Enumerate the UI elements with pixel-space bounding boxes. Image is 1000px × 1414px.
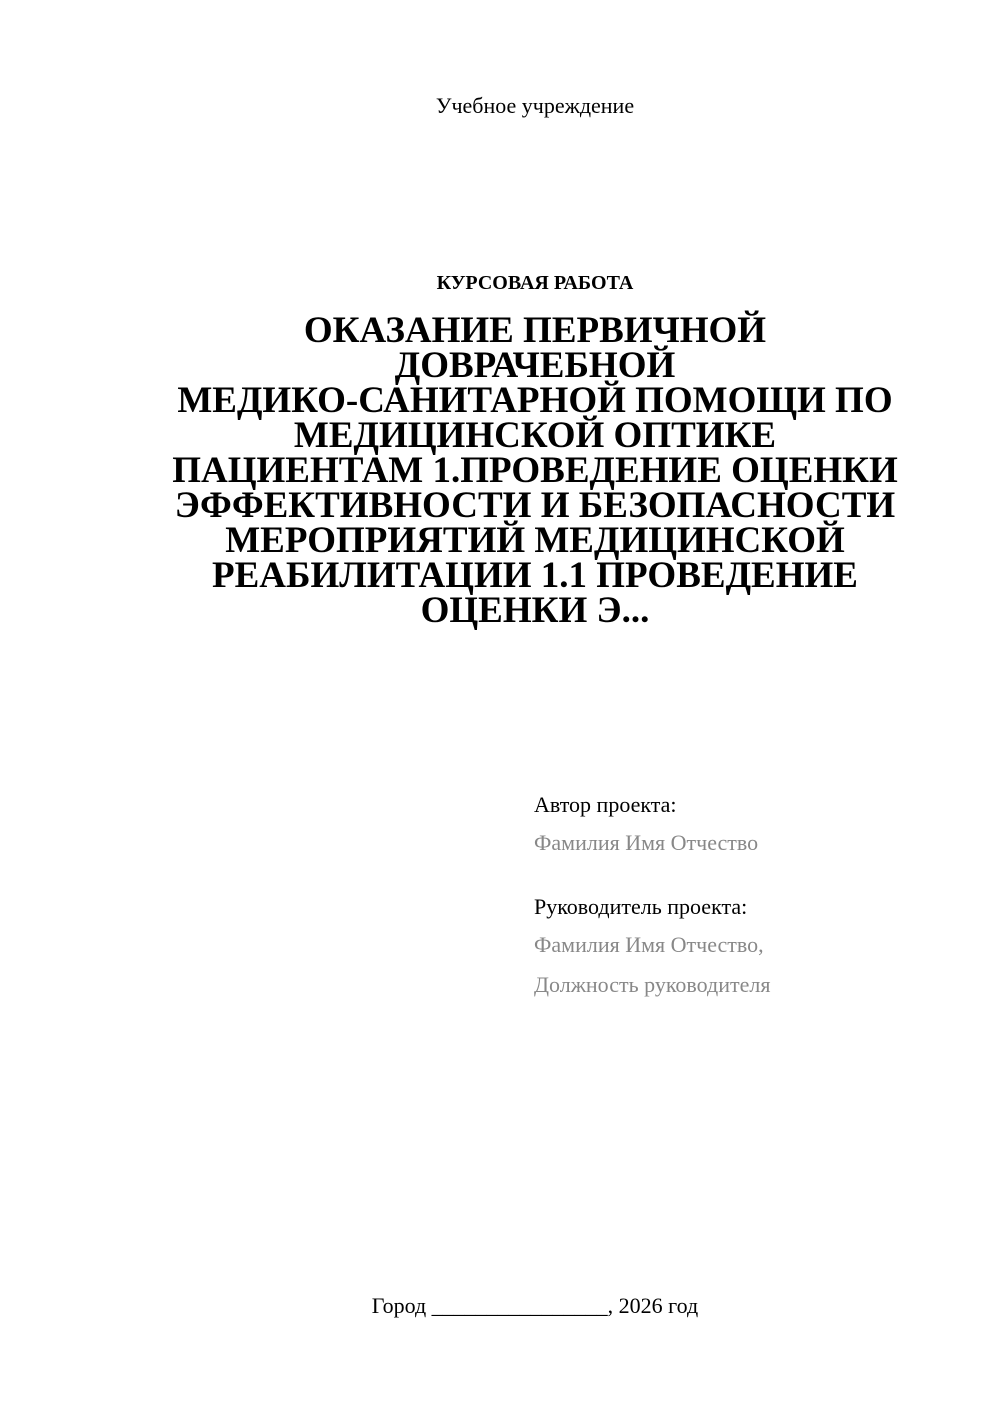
title-line: РЕАБИЛИТАЦИИ 1.1 ПРОВЕДЕНИЕ (212, 555, 858, 596)
author-name: Фамилия Имя Отчество (534, 830, 759, 855)
title-line: ОЦЕНКИ Э... (420, 590, 650, 631)
supervisor-name: Фамилия Имя Отчество, (534, 932, 764, 957)
document-title (150, 310, 920, 631)
supervisor-label: Руководитель проекта: (534, 894, 748, 919)
title-line: МЕРОПРИЯТИЙ МЕДИЦИНСКОЙ (225, 520, 845, 561)
document-type: КУРСОВАЯ РАБОТА (436, 272, 634, 294)
supervisor-position: Должность руководителя (534, 972, 771, 997)
project-people (534, 790, 974, 1010)
title-line: МЕДИКО-САНИТАРНОЙ ПОМОЩИ ПО (177, 380, 893, 421)
author-label: Автор проекта: (534, 792, 677, 817)
title-line: ДОВРАЧЕБНОЙ (394, 345, 676, 386)
city-year-line: Город ________________, 2026 год (371, 1293, 699, 1318)
title-line: МЕДИЦИНСКОЙ ОПТИКЕ (293, 415, 777, 456)
title-line: ЭФФЕКТИВНОСТИ И БЕЗОПАСНОСТИ (174, 485, 896, 526)
institution-name: Учебное учреждение (435, 93, 635, 118)
title-line: ПАЦИЕНТАМ 1.ПРОВЕДЕНИЕ ОЦЕНКИ (172, 450, 898, 491)
title-line: ОКАЗАНИЕ ПЕРВИЧНОЙ (303, 310, 767, 351)
